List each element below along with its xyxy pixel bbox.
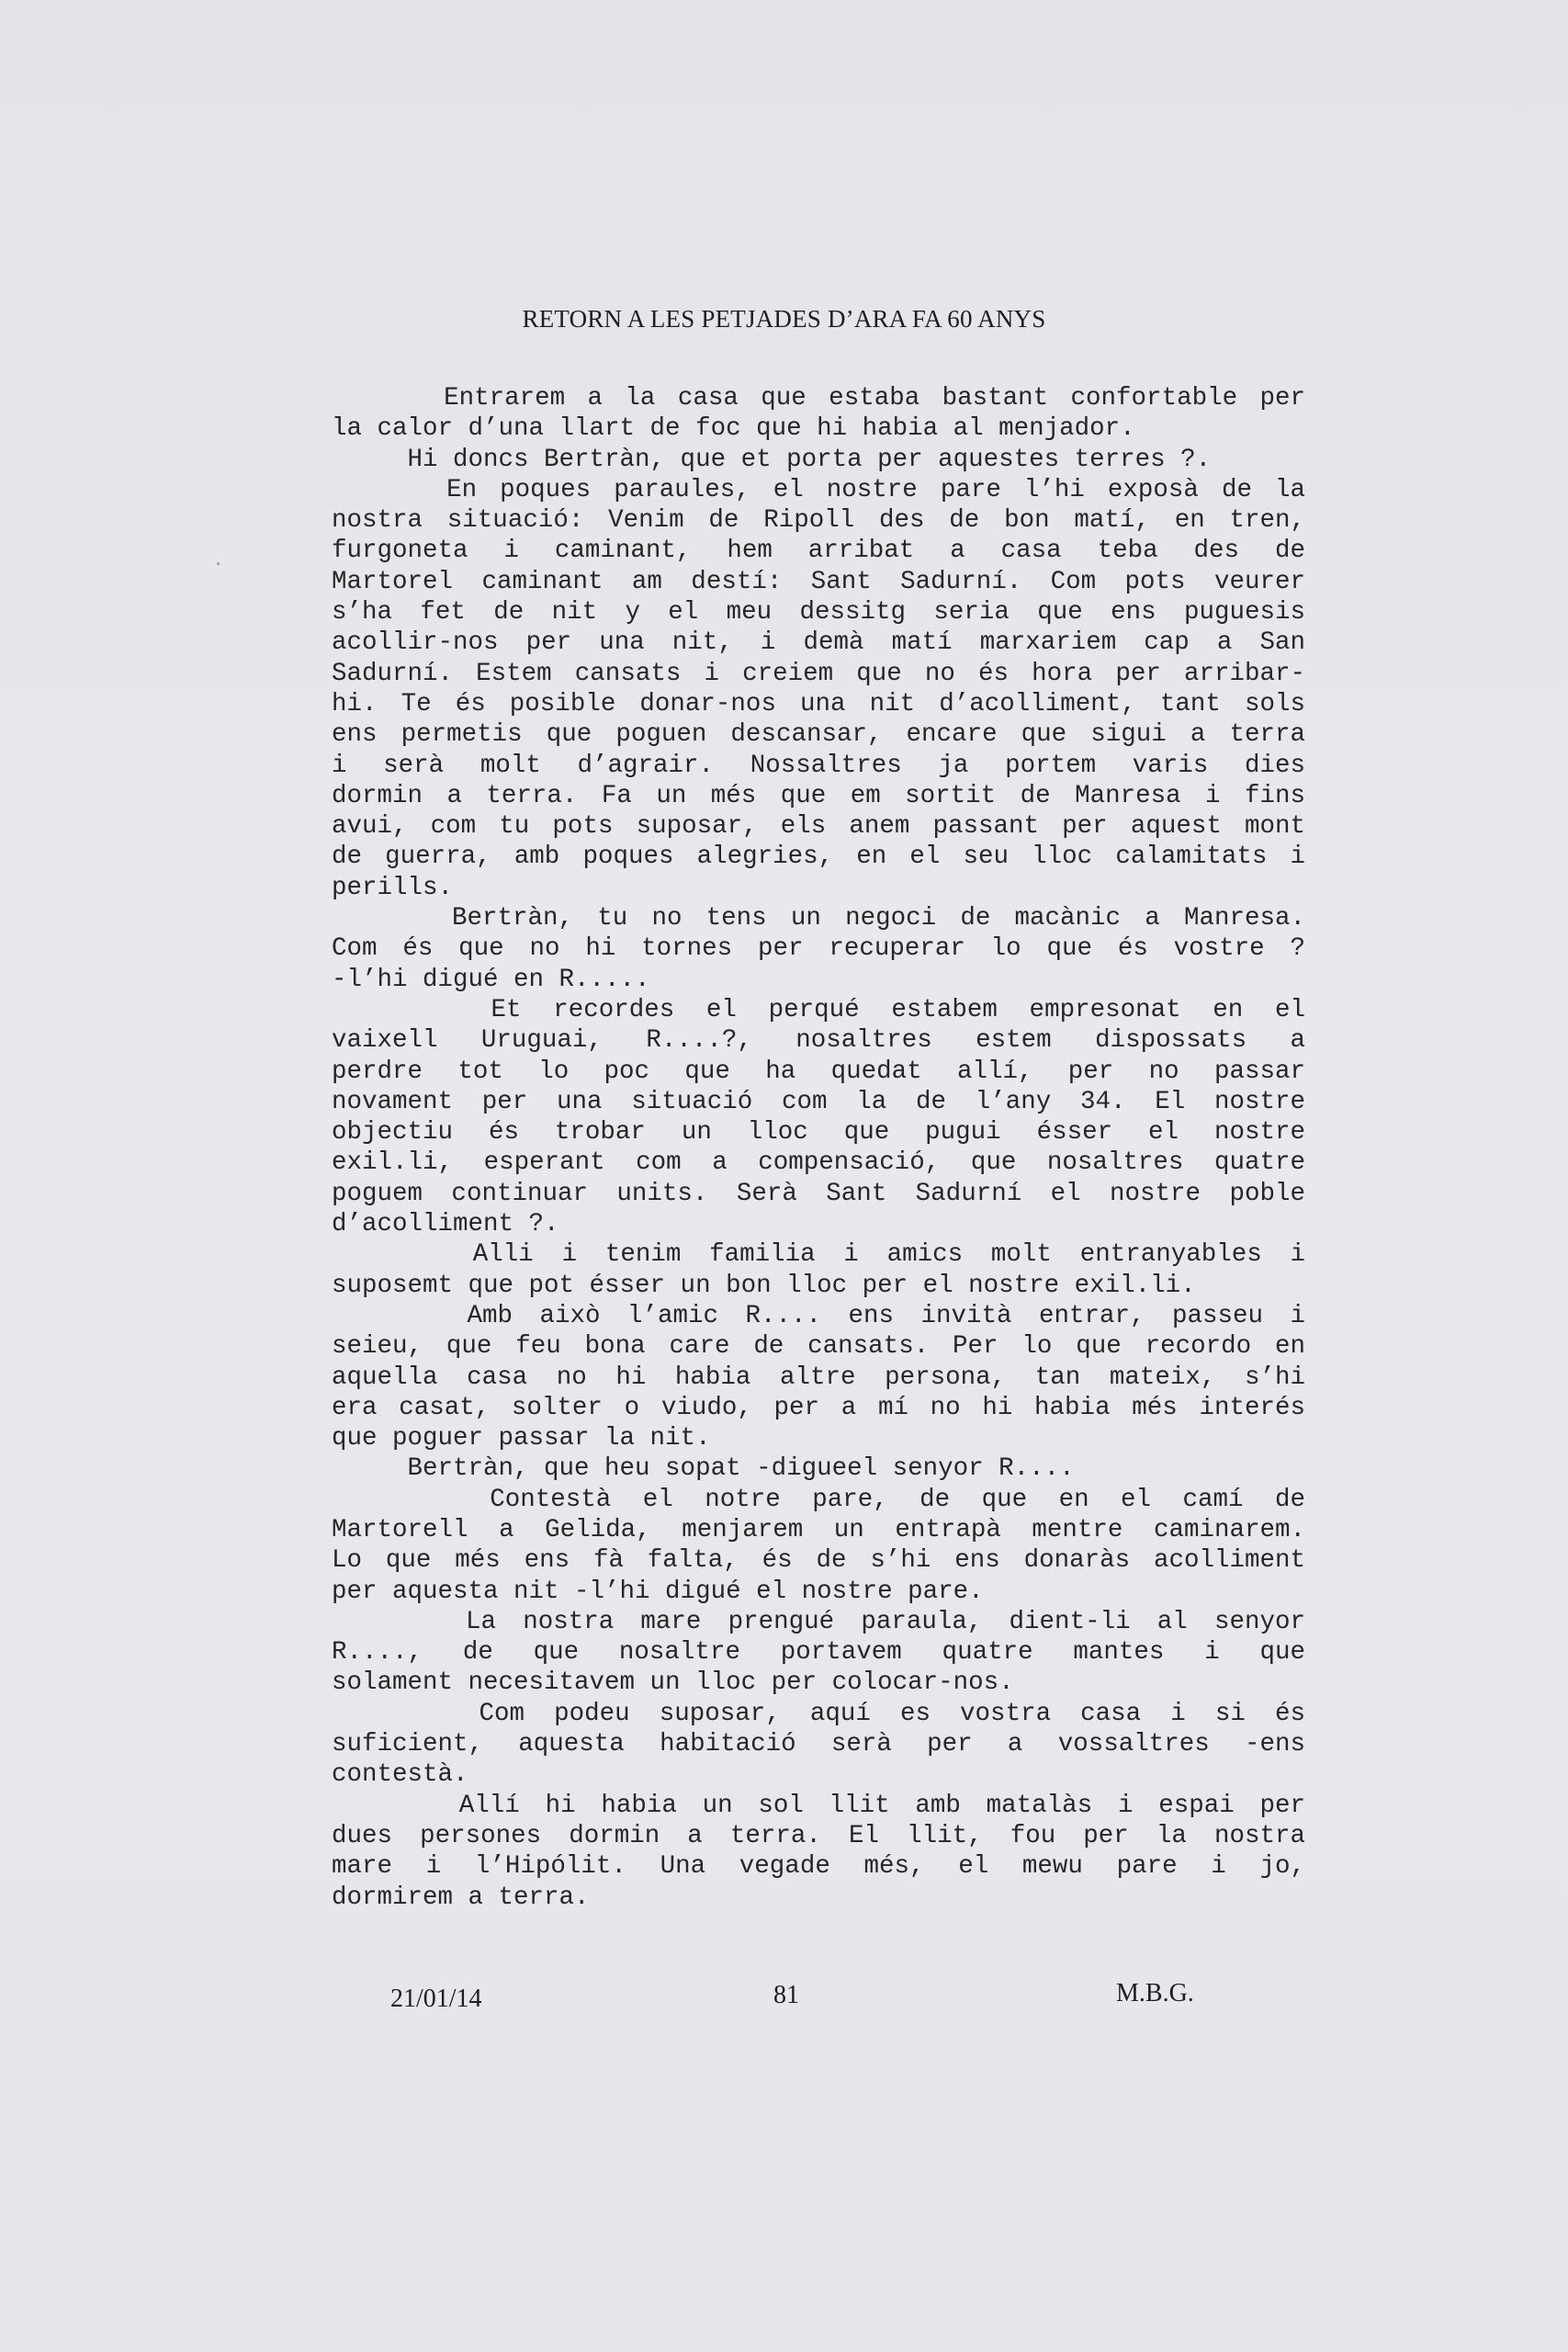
paper-speck [217,562,220,565]
text-line: per aquesta nit -l’hi digué el nostre pare. [332,1577,984,1606]
footer-date: 21/01/14 [390,1984,482,2013]
text-line: era casat, solter o viudo, per a mí no hi habia més interés [332,1393,1305,1422]
text-line: de guerra, amb poques alegries, en el seu lloc calamitats i [332,842,1305,872]
text-line: aquella casa no hi habia altre persona, tan mateix, s’hi [332,1363,1305,1392]
text-line: perdre tot lo poc que ha quedat allí, per no passar [332,1057,1305,1086]
text-line: ens permetis que poguen descansar, encare que sigui a terra [332,720,1305,750]
text-line: acollir-nos per una nit, i demà matí marxariem cap a San [332,628,1305,658]
text-line: la calor d’una llart de foc que hi habia al menjador. [332,414,1135,444]
text-line: que poguer passar la nit. [332,1424,711,1453]
text-line: Amb això l’amic R.... ens invità entrar, passeu i [332,1301,1305,1330]
text-line: i serà molt d’agrair. Nossaltres ja portem varis dies [332,751,1305,780]
text-line: poguem continuar units. Serà Sant Sadurní el nostre poble [332,1179,1305,1208]
text-line: perills. [332,873,454,902]
text-line: Contestà el notre pare, de que en el camí de [332,1485,1305,1514]
text-line: furgoneta i caminant, hem arribat a casa teba des de [332,537,1305,566]
text-line: Martorell a Gelida, menjarem un entrapà mentre caminarem. [332,1515,1305,1544]
text-line: -l’hi digué en R..... [332,965,650,994]
text-line: solament necesitavem un lloc per colocar-nos. [332,1668,1014,1698]
text-line: hi. Te és posible donar-nos una nit d’acolliment, tant sols [332,689,1305,718]
text-line: avui, com tu pots suposar, els anem passant per aquest mont [332,812,1305,842]
text-line: mare i l’Hipólit. Una vegade més, el mewu pare i jo, [332,1852,1305,1882]
text-line: Et recordes el perqué estabem empresonat en el [332,995,1305,1024]
text-line: Bertràn, tu no tens un negoci de macànic a Manresa. [332,904,1305,933]
text-line: La nostra mare prengué paraula, dient-li al senyor [332,1607,1305,1636]
text-line: exil.li, esperant com a compensació, que nosaltres quatre [332,1148,1305,1178]
text-line: seieu, que feu bona care de cansats. Per lo que recordo en [332,1332,1305,1362]
text-line: Martorel caminant am destí: Sant Sadurní. Com pots veurer [332,567,1305,596]
text-line: En poques paraules, el nostre pare l’hi exposà de la [332,475,1305,504]
text-line: Com és que no hi tornes per recuperar lo que és vostre ? [332,934,1305,964]
text-line: contestà. [332,1760,468,1790]
footer-page-number: 81 [773,1981,799,2009]
page-title: RETORN A LES PETJADES D’ARA FA 60 ANYS [522,305,1046,333]
text-line: Com podeu suposar, aquí es vostra casa i si és [332,1699,1305,1728]
text-line: suficient, aquesta habitació serà per a vossaltres -ens [332,1730,1305,1759]
text-line: R...., de que nosaltre portavem quatre mantes i que [332,1638,1305,1668]
text-line: Lo que més ens fà falta, és de s’hi ens donaràs acolliment [332,1546,1305,1576]
text-line: Bertràn, que heu sopat -digueel senyor R.... [332,1454,1075,1484]
text-line: dues persones dormin a terra. El llit, fou per la nostra [332,1821,1305,1850]
text-line: dormin a terra. Fa un més que em sortit de Manresa i fins [332,781,1305,810]
footer-initials: M.B.G. [1116,1979,1194,2007]
body-text [332,383,1305,1913]
text-line: Sadurní. Estem cansats i creiem que no és hora per arribar- [332,659,1305,688]
text-line: nostra situació: Venim de Ripoll des de bon matí, en tren, [332,506,1305,536]
text-line: dormirem a terra. [332,1883,590,1912]
text-line: Hi doncs Bertràn, que et porta per aquestes terres ?. [332,445,1212,474]
text-line: suposemt que pot ésser un bon lloc per el nostre exil.li. [332,1271,1196,1300]
text-line: s’ha fet de nit y el meu dessitg seria que ens puguesis [332,598,1305,628]
text-line: d’acolliment ?. [332,1210,559,1239]
text-line: novament per una situació com la de l’any 34. El nostre [332,1087,1305,1116]
text-line: Alli i tenim familia i amics molt entranyables i [332,1240,1305,1270]
text-line: Allí hi habia un sol llit amb matalàs i espai per [332,1791,1305,1820]
text-line: Entrarem a la casa que estaba bastant confortable per [332,384,1305,413]
text-line: objectiu és trobar un lloc que pugui ésser el nostre [332,1118,1305,1148]
text-line: vaixell Uruguai, R....?, nosaltres estem dispossats a [332,1026,1305,1056]
